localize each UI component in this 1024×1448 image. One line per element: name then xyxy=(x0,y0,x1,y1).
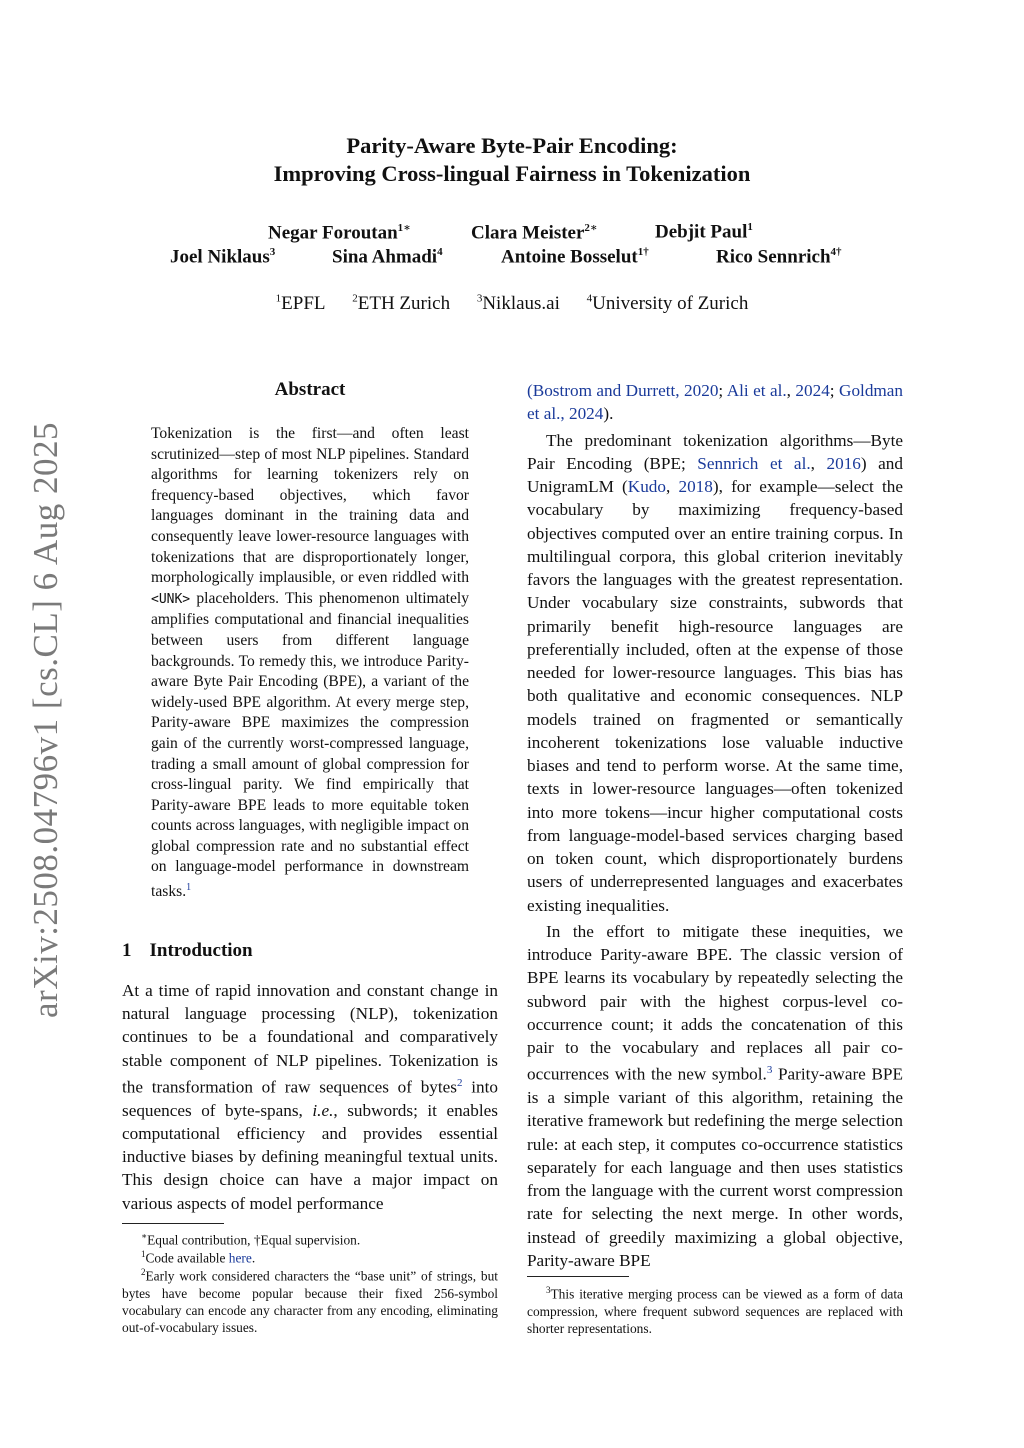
author-name: Debjit Paul xyxy=(655,221,748,243)
author-mark: 1† xyxy=(637,246,649,258)
section-title: Introduction xyxy=(149,940,253,961)
footnote-text: This iterative merging process can be viewed as a form of data compression, where frequent subword sequences are replaced with shorter representations. xyxy=(527,1286,903,1337)
affiliation-mark: 1 xyxy=(275,293,282,305)
citation-bracket: ( xyxy=(527,381,533,400)
paragraph-text: ) and UnigramLM ( xyxy=(527,453,903,496)
paragraph-tokenization-algorithms xyxy=(527,429,903,917)
citation-sennrich-year[interactable]: 2016 xyxy=(826,453,861,473)
author-mark: 2∗ xyxy=(584,222,598,234)
citation-continuation xyxy=(527,379,903,426)
intro-text: into sequences of byte-spans, xyxy=(122,1077,498,1120)
paper-title-line-2: Improving Cross-lingual Fairness in Tokenization xyxy=(273,161,751,186)
citation-separator: , xyxy=(666,477,679,496)
footnote-rule-right xyxy=(527,1276,629,1277)
paper-title xyxy=(120,132,904,188)
author-name: Antoine Bosselut xyxy=(501,246,638,268)
affiliation-eth xyxy=(352,293,450,314)
abstract-body xyxy=(151,424,469,903)
author-joel-niklaus xyxy=(170,246,275,268)
abstract-text: Tokenization is the first—and often least scrutinized—step of most NLP pipelines. Standard algorithms for learning tokenizers rely on frequency-based objectives, which favor languages dominant in the training data and consequently leave lower-resource languages with tokenizations that are disproportionately longer, morphologically implausible, or even riddled with xyxy=(151,425,469,587)
author-mark: 1∗ xyxy=(397,222,411,234)
footnote-text: Equal contribution, †Equal supervision. xyxy=(147,1232,361,1248)
paragraph-parity-aware-bpe xyxy=(527,920,903,1272)
author-antoine-bosselut xyxy=(501,246,649,268)
abstract-text: placeholders. This phenomenon ultimately amplifies computational and financial inequalities between users from different language backgrounds. To remedy this, we introduce Parity-aware Byte Pair Encoding (BPE), a variant of the widely-used BPE algorithm. At every merge step, Parity-aware BPE maximizes the compression gain of the currently worst-compressed language, trading a small amount of global compression for cross-lingual parity. We find empirically that Parity-aware BPE leads to more equitable token counts across languages, with negligible impact on global compression rate and no substantial effect on language-model performance in downstream tasks. xyxy=(151,589,469,901)
citation-bracket: ). xyxy=(603,404,614,424)
citation-separator: , xyxy=(786,381,796,400)
author-name: Sina Ahmadi xyxy=(332,246,438,268)
citation-ali-2024-authors[interactable]: Ali et al. xyxy=(726,381,787,400)
author-clara-meister xyxy=(471,221,598,244)
footnote-text: . xyxy=(251,1250,256,1266)
citation-kudo-year[interactable]: 2018 xyxy=(678,477,713,496)
paragraph-text: Parity-aware BPE is a simple variant of this algorithm, retaining the iterative framework but redefining the merge selection rule: at each step, it computes co-occurrence statistics separately for each language and then uses statistics from the language with the current worst compression rate for selecting the next merge. In other words, instead of greedily maximizing a global objective, Parity-aware BPE xyxy=(527,1064,903,1270)
affiliation-name: University of Zurich xyxy=(592,293,749,315)
paragraph-text: ), for example—select the vocabulary by maximizing frequency-based objectives computed over an entire training corpus. In multilingual corpora, this global criterion inevitably favors the languages with the greatest representation. Under vocabulary size constraints, subwords that primarily benefit high-resource languages are preferentially included, often at the expense of those needed for lower-resource languages. This bias has both qualitative and economic consequences. NLP models trained on fragmented or semantically incoherent tokenizations lose valuable inductive biases and tend to perform worse. At the same time, texts in lower-resource languages—often tokenized into more tokens—incur higher computational costs from language-model-based services charging based on token count, which disproportionately burdens users of underrepresented languages and exacerbates existing inequalities. xyxy=(527,477,904,915)
arxiv-identifier-stamp: arXiv:2508.04796v1 [cs.CL] 6 Aug 2025 xyxy=(26,422,65,1018)
affiliation-epfl xyxy=(276,293,326,314)
citation-bostrom-2020[interactable]: Bostrom and Durrett, 2020 xyxy=(532,381,719,400)
author-name: Joel Niklaus xyxy=(170,246,270,268)
intro-text: , subwords; it enables computational efficiency and provides essential inductive biases by defining meaningful textual units. This design choice can have a major impact on various aspects of model performance xyxy=(122,1100,498,1213)
citation-kudo-author[interactable]: Kudo xyxy=(627,477,666,496)
footnote-link-2[interactable]: 2 xyxy=(457,1076,463,1089)
unk-token: <UNK> xyxy=(151,591,191,607)
footnote-link-3[interactable]: 3 xyxy=(766,1064,773,1077)
author-rico-sennrich xyxy=(716,246,842,268)
affiliation-name: Niklaus.ai xyxy=(482,293,560,315)
intro-text: At a time of rapid innovation and constant change in natural language processing (NLP), tokenization continues to be a foundational and comparatively stable component of NLP pipelines. Tokenization is the transformation of raw sequences of bytes xyxy=(122,981,498,1097)
footnote-text: Code available xyxy=(145,1250,229,1266)
affiliation-name: ETH Zurich xyxy=(357,293,451,315)
affiliation-mark: 4 xyxy=(586,293,593,305)
section-number: 1 xyxy=(122,940,132,961)
author-sina-ahmadi xyxy=(332,246,443,268)
affiliation-mark: 3 xyxy=(476,293,483,305)
author-mark: 3 xyxy=(269,246,276,258)
footnote-rule-left xyxy=(122,1223,224,1224)
footnote-text: Early work considered characters the “base unit” of strings, but bytes have become popular because their fixed 256-symbol vocabulary can encode any character from any encoding, eliminating out-of-vocabulary issues. xyxy=(122,1268,498,1336)
footnote-bytes xyxy=(122,1264,498,1337)
author-debjit-paul xyxy=(655,221,753,243)
paragraph-text: The predominant tokenization algorithms—Byte Pair Encoding (BPE; xyxy=(527,430,903,473)
right-column xyxy=(527,379,903,1272)
affiliations xyxy=(120,293,904,315)
author-mark: 4 xyxy=(437,246,443,258)
affiliation-name: EPFL xyxy=(281,293,326,315)
citation-ali-2024-year[interactable]: 2024 xyxy=(795,381,830,400)
affiliation-uzh xyxy=(587,293,749,314)
author-mark: 1 xyxy=(747,221,753,233)
intro-ie: i.e. xyxy=(312,1100,334,1120)
footnote-merging xyxy=(527,1282,903,1337)
author-name: Negar Foroutan xyxy=(268,222,398,244)
introduction-paragraph xyxy=(122,979,498,1215)
citation-separator: , xyxy=(810,453,827,473)
author-name: Rico Sennrich xyxy=(716,246,831,268)
citation-separator: ; xyxy=(718,381,727,400)
abstract-heading: Abstract xyxy=(274,379,346,400)
citation-goldman-2024[interactable]: Goldman et al., 2024 xyxy=(527,381,903,424)
section-heading-introduction xyxy=(122,940,253,962)
footnote-mark: 3 xyxy=(546,1285,551,1295)
footnote-mark: 1 xyxy=(141,1249,146,1259)
affiliation-niklaus xyxy=(477,293,560,314)
author-name: Clara Meister xyxy=(471,222,585,244)
author-negar-foroutan xyxy=(268,221,411,244)
affiliation-mark: 2 xyxy=(352,293,358,305)
paper-title-line-1: Parity-Aware Byte-Pair Encoding: xyxy=(346,133,678,158)
code-link[interactable]: here xyxy=(228,1250,252,1266)
footnote-mark: 2 xyxy=(141,1267,146,1277)
citation-sennrich-authors[interactable]: Sennrich et al. xyxy=(697,453,811,473)
footnote-mark: ∗ xyxy=(141,1231,148,1241)
paragraph-text: In the effort to mitigate these inequities, we introduce Parity-aware BPE. The classic version of BPE learns its vocabulary by repeatedly selecting the subword pair with the highest corpus-level co-occurrence count; it adds the concatenation of this pair to the vocabulary and replaces all pair co-occurrences with the new symbol. xyxy=(527,921,903,1084)
citation-separator: ; xyxy=(829,381,840,400)
author-mark: 4† xyxy=(830,246,842,258)
footnote-link-1[interactable]: 1 xyxy=(186,882,192,894)
